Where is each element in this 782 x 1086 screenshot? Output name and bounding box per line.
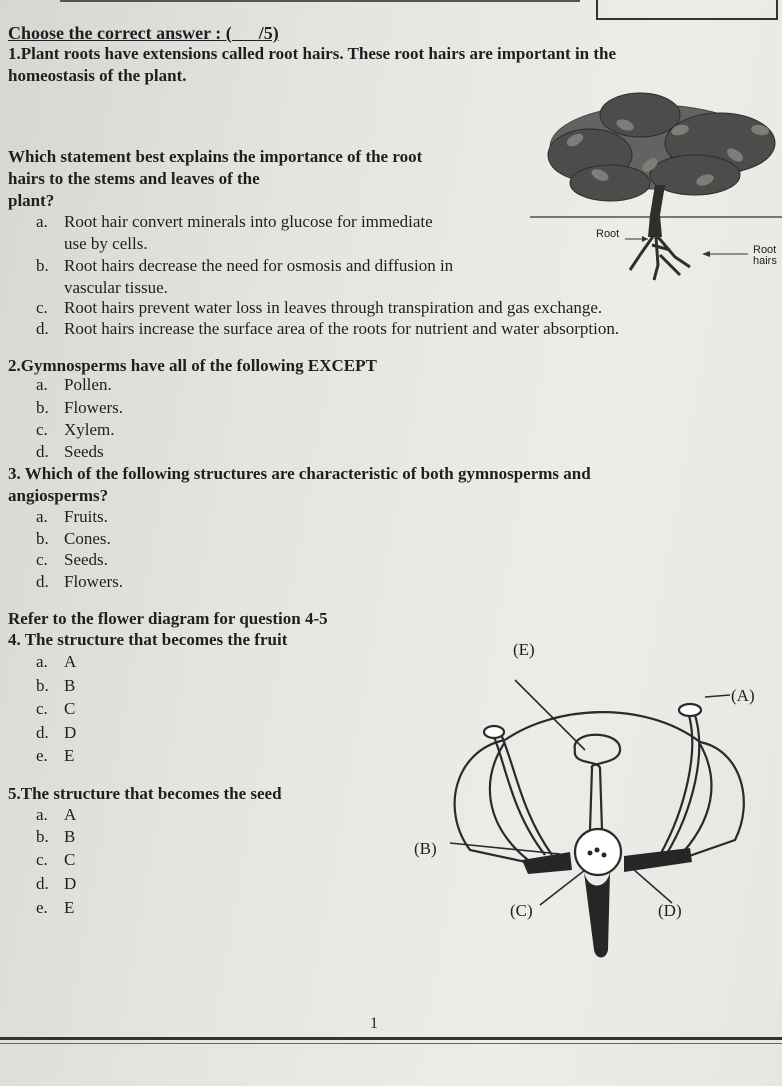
q5-option-a[interactable]: a. A	[36, 805, 77, 824]
flower-label-d: (D)	[658, 901, 682, 920]
q3-option-d[interactable]: d. Flowers.	[36, 572, 124, 591]
flower-label-a: (A)	[731, 686, 755, 705]
q2-option-a[interactable]: a. Pollen.	[36, 375, 112, 394]
q3-option-a[interactable]: a. Fruits.	[36, 507, 108, 526]
q1-option-a-cont: use by cells.	[64, 234, 148, 253]
q2-option-b[interactable]: b. Flowers.	[36, 398, 124, 417]
flower-diagram	[410, 650, 782, 960]
q1-stem-line2: homeostasis of the plant.	[8, 66, 187, 85]
q4-option-a[interactable]: a. A	[36, 652, 77, 671]
q1-option-b[interactable]: b. Root hairs decrease the need for osmosis and diffusion in	[36, 256, 454, 275]
q5-option-c[interactable]: c. C	[36, 850, 76, 869]
q1-stem-line1: 1.Plant roots have extensions called root hairs. These root hairs are important in the	[8, 44, 617, 63]
q1-option-d[interactable]: d. Root hairs increase the surface area of the roots for nutrient and water absorption.	[36, 319, 620, 338]
q4-option-c[interactable]: c. C	[36, 699, 76, 718]
tree-label-root-hairs-2: hairs	[753, 255, 777, 267]
q1-option-b-cont: vascular tissue.	[64, 278, 168, 297]
q1-question-line1: Which statement best explains the importance of the root	[8, 147, 423, 166]
q4-option-e[interactable]: e. E	[36, 746, 75, 765]
q3-stem-line1: 3. Which of the following structures are characteristic of both gymnosperms and	[8, 464, 591, 483]
flower-label-e: (E)	[513, 640, 535, 659]
tree-figure	[530, 85, 782, 285]
q2-option-c[interactable]: c. Xylem.	[36, 420, 115, 439]
tree-label-root: Root	[596, 228, 620, 240]
q3-option-b[interactable]: b. Cones.	[36, 529, 111, 548]
q3-option-c[interactable]: c. Seeds.	[36, 550, 108, 569]
q5-stem: 5.The structure that becomes the seed	[8, 784, 282, 803]
top-rule	[60, 0, 580, 2]
q4-option-b[interactable]: b. B	[36, 676, 76, 695]
q5-option-e[interactable]: e. E	[36, 898, 75, 917]
q1-option-a[interactable]: a. Root hair convert minerals into glucose for immediate	[36, 212, 433, 231]
q3-stem-line2: angiosperms?	[8, 486, 109, 505]
q5-option-b[interactable]: b. B	[36, 827, 76, 846]
flower-label-b: (B)	[414, 839, 437, 858]
footer-rule-thin	[0, 1043, 782, 1044]
q5-option-d[interactable]: d. D	[36, 874, 77, 893]
refer-instruction: Refer to the flower diagram for question 4-5	[8, 609, 328, 628]
worksheet-header: Choose the correct answer : ( /5)	[8, 23, 279, 43]
flower-label-c: (C)	[510, 901, 533, 920]
q4-option-d[interactable]: d. D	[36, 723, 77, 742]
tree-label-root-hairs-1: Root	[753, 244, 777, 256]
score-box	[596, 0, 778, 20]
q1-question-line3: plant?	[8, 191, 55, 210]
page-number: 1	[370, 1015, 378, 1032]
footer-rule	[0, 1037, 782, 1040]
q2-option-d[interactable]: d. Seeds	[36, 442, 104, 461]
q1-question-line2: hairs to the stems and leaves of the	[8, 169, 260, 188]
q4-stem: 4. The structure that becomes the fruit	[8, 630, 288, 649]
q1-option-c[interactable]: c. Root hairs prevent water loss in leaves through transpiration and gas exchange.	[36, 298, 603, 317]
q2-stem: 2.Gymnosperms have all of the following EXCEPT	[8, 356, 377, 375]
